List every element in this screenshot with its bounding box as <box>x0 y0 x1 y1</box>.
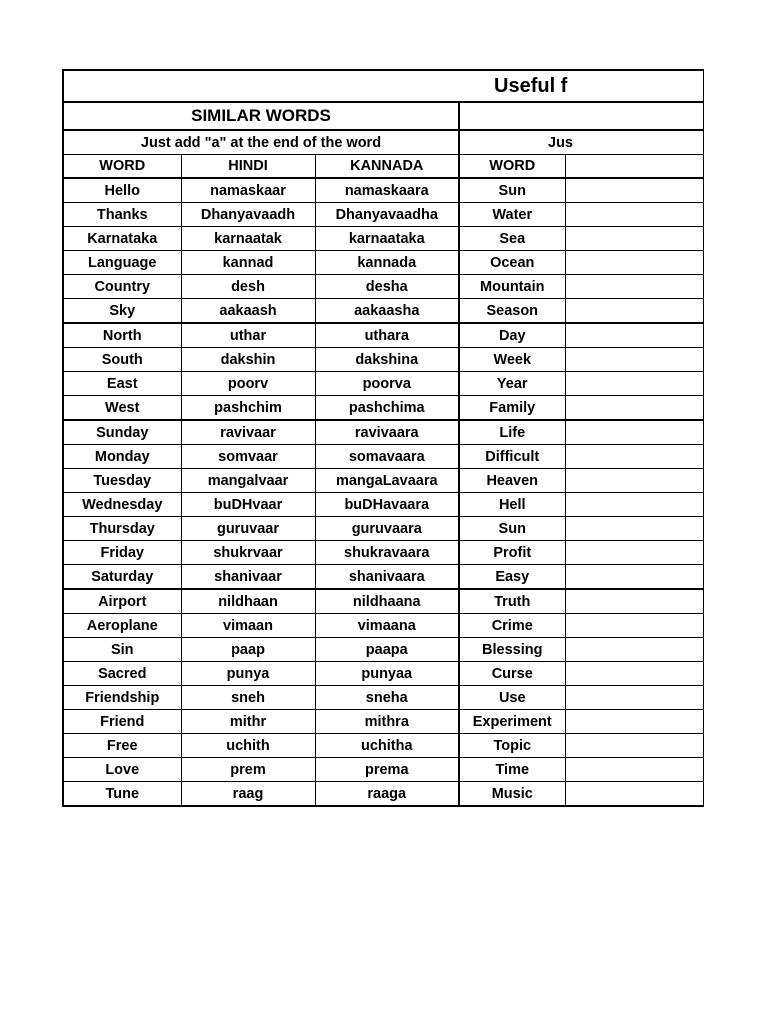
cell-word: Aeroplane <box>63 614 181 638</box>
cell-right-extra <box>565 348 703 372</box>
cell-word: Thursday <box>63 517 181 541</box>
cell-right-extra <box>565 299 703 324</box>
cell-word-right: Sun <box>459 517 565 541</box>
header-hindi: HINDI <box>181 155 315 179</box>
cell-kannada: mangaLavaara <box>315 469 459 493</box>
cell-word-right: Ocean <box>459 251 565 275</box>
cell-right-extra <box>565 758 703 782</box>
table-row <box>63 493 703 517</box>
cell-word: Friendship <box>63 686 181 710</box>
table-row <box>63 565 703 590</box>
cell-word: Hello <box>63 178 181 203</box>
cell-hindi: ravivaar <box>181 420 315 445</box>
title-row <box>63 70 703 102</box>
cell-hindi: uchith <box>181 734 315 758</box>
cell-word: West <box>63 396 181 421</box>
cell-hindi: karnaatak <box>181 227 315 251</box>
cell-word-right: Heaven <box>459 469 565 493</box>
cell-hindi: mangalvaar <box>181 469 315 493</box>
cell-word-right: Mountain <box>459 275 565 299</box>
cell-word: Sunday <box>63 420 181 445</box>
cell-word-right: Blessing <box>459 638 565 662</box>
cell-kannada: sneha <box>315 686 459 710</box>
cell-kannada: shanivaara <box>315 565 459 590</box>
cell-hindi: nildhaan <box>181 589 315 614</box>
cell-kannada: pashchima <box>315 396 459 421</box>
cell-kannada: desha <box>315 275 459 299</box>
table-row <box>63 517 703 541</box>
cell-kannada: aakaasha <box>315 299 459 324</box>
cell-word-right: Curse <box>459 662 565 686</box>
cell-kannada: somavaara <box>315 445 459 469</box>
cell-kannada: nildhaana <box>315 589 459 614</box>
table-row <box>63 541 703 565</box>
cell-word: Friend <box>63 710 181 734</box>
cell-right-extra <box>565 445 703 469</box>
table-row <box>63 323 703 348</box>
cell-hindi: namaskaar <box>181 178 315 203</box>
cell-word-right: Family <box>459 396 565 421</box>
cell-right-extra <box>565 323 703 348</box>
table-row <box>63 710 703 734</box>
cell-word-right: Use <box>459 686 565 710</box>
cell-right-extra <box>565 493 703 517</box>
cell-kannada: Dhanyavaadha <box>315 203 459 227</box>
cell-word: Sky <box>63 299 181 324</box>
cell-word-right: Profit <box>459 541 565 565</box>
cell-right-extra <box>565 638 703 662</box>
cell-hindi: kannad <box>181 251 315 275</box>
cell-word: North <box>63 323 181 348</box>
cell-word-right: Year <box>459 372 565 396</box>
note-left: Just add "a" at the end of the word <box>63 130 459 155</box>
cell-word: Karnataka <box>63 227 181 251</box>
header-word: WORD <box>63 155 181 179</box>
table-row <box>63 638 703 662</box>
cell-word-right: Season <box>459 299 565 324</box>
section-row <box>63 102 703 130</box>
cell-word-right: Easy <box>459 565 565 590</box>
cell-hindi: raag <box>181 782 315 807</box>
cell-kannada: mithra <box>315 710 459 734</box>
cell-word-right: Water <box>459 203 565 227</box>
cell-word: Wednesday <box>63 493 181 517</box>
table-row <box>63 348 703 372</box>
cell-right-extra <box>565 614 703 638</box>
cell-hindi: pashchim <box>181 396 315 421</box>
cell-kannada: kannada <box>315 251 459 275</box>
cell-word-right: Difficult <box>459 445 565 469</box>
table-row <box>63 372 703 396</box>
cell-right-extra <box>565 420 703 445</box>
table-row <box>63 469 703 493</box>
cell-hindi: Dhanyavaadh <box>181 203 315 227</box>
cell-hindi: somvaar <box>181 445 315 469</box>
cell-word-right: Day <box>459 323 565 348</box>
cell-kannada: raaga <box>315 782 459 807</box>
cell-word: Sin <box>63 638 181 662</box>
header-kannada: KANNADA <box>315 155 459 179</box>
table-row <box>63 203 703 227</box>
cell-word-right: Crime <box>459 614 565 638</box>
cell-word: Tune <box>63 782 181 807</box>
cell-hindi: aakaash <box>181 299 315 324</box>
cell-hindi: dakshin <box>181 348 315 372</box>
table-row <box>63 396 703 421</box>
table-row <box>63 227 703 251</box>
cell-right-extra <box>565 782 703 807</box>
cell-word: Free <box>63 734 181 758</box>
vocabulary-table <box>62 69 704 807</box>
header-right-extra <box>565 155 703 179</box>
cell-word: Thanks <box>63 203 181 227</box>
cell-kannada: shukravaara <box>315 541 459 565</box>
cell-hindi: shanivaar <box>181 565 315 590</box>
header-word-right: WORD <box>459 155 565 179</box>
cell-word: Tuesday <box>63 469 181 493</box>
cell-word-right: Time <box>459 758 565 782</box>
cell-kannada: buDHavaara <box>315 493 459 517</box>
section-similar-words: SIMILAR WORDS <box>63 102 459 130</box>
cell-word: Sacred <box>63 662 181 686</box>
cell-right-extra <box>565 203 703 227</box>
cell-kannada: poorva <box>315 372 459 396</box>
cell-word: Friday <box>63 541 181 565</box>
table-row <box>63 275 703 299</box>
cell-kannada: ravivaara <box>315 420 459 445</box>
cell-kannada: uchitha <box>315 734 459 758</box>
table-row <box>63 662 703 686</box>
section-right <box>459 102 703 130</box>
table-row <box>63 734 703 758</box>
table-row <box>63 686 703 710</box>
cell-word-right: Experiment <box>459 710 565 734</box>
cell-word-right: Hell <box>459 493 565 517</box>
cell-kannada: paapa <box>315 638 459 662</box>
cell-right-extra <box>565 565 703 590</box>
cell-right-extra <box>565 251 703 275</box>
cell-hindi: uthar <box>181 323 315 348</box>
note-row <box>63 130 703 155</box>
cell-hindi: guruvaar <box>181 517 315 541</box>
cell-word: Love <box>63 758 181 782</box>
cell-hindi: punya <box>181 662 315 686</box>
cell-right-extra <box>565 517 703 541</box>
cell-kannada: punyaa <box>315 662 459 686</box>
cell-right-extra <box>565 710 703 734</box>
table-row <box>63 445 703 469</box>
cell-hindi: paap <box>181 638 315 662</box>
cell-word: Country <box>63 275 181 299</box>
table-row <box>63 758 703 782</box>
cell-word-right: Sea <box>459 227 565 251</box>
cell-word-right: Topic <box>459 734 565 758</box>
table-row <box>63 589 703 614</box>
cell-kannada: prema <box>315 758 459 782</box>
cell-kannada: namaskaara <box>315 178 459 203</box>
table-row <box>63 251 703 275</box>
cell-hindi: desh <box>181 275 315 299</box>
table-row <box>63 420 703 445</box>
cell-word-right: Sun <box>459 178 565 203</box>
table-row <box>63 299 703 324</box>
cell-right-extra <box>565 396 703 421</box>
cell-hindi: mithr <box>181 710 315 734</box>
cell-hindi: shukrvaar <box>181 541 315 565</box>
header-row <box>63 155 703 179</box>
cell-right-extra <box>565 734 703 758</box>
cell-kannada: guruvaara <box>315 517 459 541</box>
note-right: Jus <box>459 130 703 155</box>
sheet-title: Useful f <box>63 70 703 102</box>
table-row <box>63 178 703 203</box>
cell-right-extra <box>565 541 703 565</box>
cell-hindi: buDHvaar <box>181 493 315 517</box>
cell-right-extra <box>565 227 703 251</box>
cell-word: Monday <box>63 445 181 469</box>
cell-kannada: vimaana <box>315 614 459 638</box>
cell-right-extra <box>565 662 703 686</box>
cell-word-right: Music <box>459 782 565 807</box>
cell-hindi: poorv <box>181 372 315 396</box>
cell-word: Language <box>63 251 181 275</box>
cell-right-extra <box>565 589 703 614</box>
cell-hindi: sneh <box>181 686 315 710</box>
cell-word: East <box>63 372 181 396</box>
cell-word: Airport <box>63 589 181 614</box>
cell-hindi: vimaan <box>181 614 315 638</box>
cell-kannada: karnaataka <box>315 227 459 251</box>
cell-right-extra <box>565 275 703 299</box>
cell-right-extra <box>565 178 703 203</box>
cell-word-right: Week <box>459 348 565 372</box>
cell-word: South <box>63 348 181 372</box>
cell-word-right: Truth <box>459 589 565 614</box>
table-row <box>63 614 703 638</box>
cell-kannada: uthara <box>315 323 459 348</box>
cell-word: Saturday <box>63 565 181 590</box>
cell-word-right: Life <box>459 420 565 445</box>
cell-right-extra <box>565 686 703 710</box>
cell-kannada: dakshina <box>315 348 459 372</box>
table-row <box>63 782 703 807</box>
cell-hindi: prem <box>181 758 315 782</box>
cell-right-extra <box>565 469 703 493</box>
cell-right-extra <box>565 372 703 396</box>
